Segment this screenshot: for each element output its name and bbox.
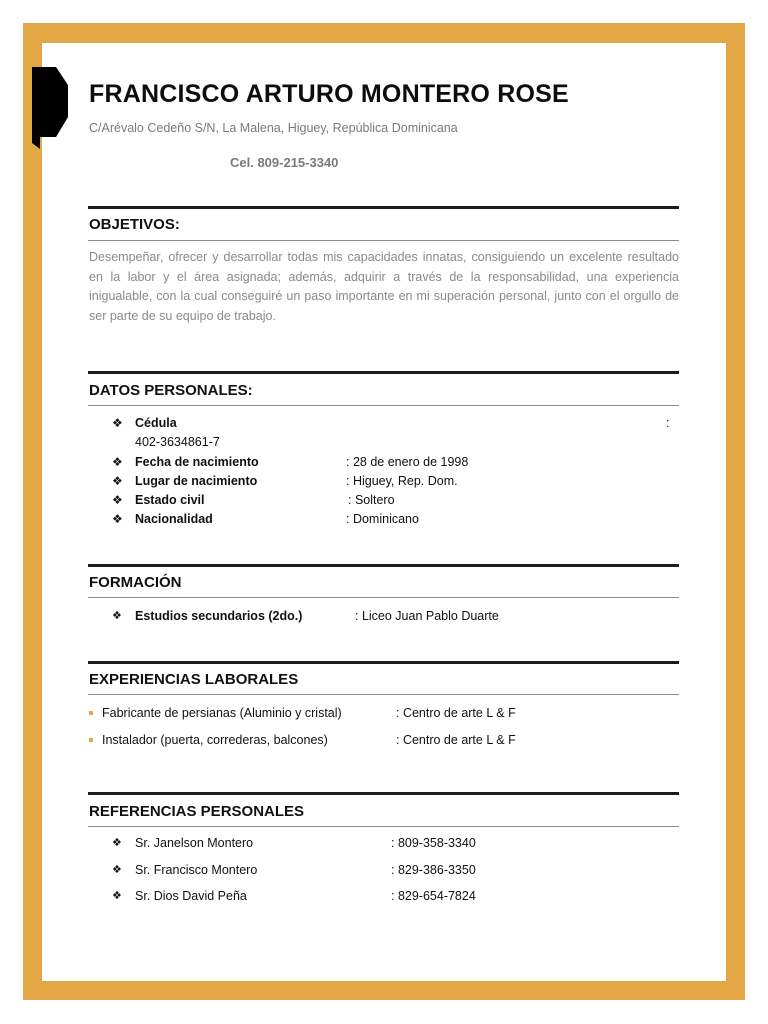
datos-label: Nacionalidad xyxy=(135,512,213,526)
referencia-value: : 829-386-3350 xyxy=(391,863,476,877)
formacion-value: : Liceo Juan Pablo Duarte xyxy=(355,609,499,623)
candidate-phone: Cel. 809-215-3340 xyxy=(230,155,339,170)
section-rule-top xyxy=(88,661,679,664)
datos-separator-cedula: : xyxy=(666,416,670,430)
section-rule-top xyxy=(88,371,679,374)
experiencia-value: : Centro de arte L & F xyxy=(396,706,516,720)
hollow-diamond-bullet-icon: ❖ xyxy=(112,864,122,876)
datos-label: Estado civil xyxy=(135,493,205,507)
referencia-label: Sr. Janelson Montero xyxy=(135,836,254,850)
experiencia-label: Instalador (puerta, correderas, balcones) xyxy=(102,733,328,747)
bookmark-ribbon-icon xyxy=(32,67,68,149)
datos-label-cedula: Cédula xyxy=(135,416,177,430)
formacion-label: Estudios secundarios (2do.) xyxy=(135,609,303,623)
section-rule-bottom xyxy=(88,826,679,827)
square-bullet-icon xyxy=(89,711,93,715)
diamond-bullet-icon: ❖ xyxy=(112,512,123,526)
datos-value: : Soltero xyxy=(348,493,395,507)
diamond-bullet-icon: ❖ xyxy=(112,474,123,488)
referencia-value: : 809-358-3340 xyxy=(391,836,476,850)
section-title-referencias: REFERENCIAS PERSONALES xyxy=(89,803,305,820)
experiencia-label: Fabricante de persianas (Aluminio y cristal) xyxy=(102,706,342,720)
candidate-name: FRANCISCO ARTURO MONTERO ROSE xyxy=(89,80,569,108)
section-title-formacion: FORMACIÓN xyxy=(89,574,182,591)
hollow-diamond-bullet-icon: ❖ xyxy=(112,890,122,902)
square-bullet-icon xyxy=(89,738,93,742)
section-rule-bottom xyxy=(88,405,679,406)
referencia-label: Sr. Francisco Montero xyxy=(135,863,258,877)
referencia-value: : 829-654-7824 xyxy=(391,889,476,903)
section-rule-top xyxy=(88,206,679,209)
section-title-datos: DATOS PERSONALES: xyxy=(89,382,253,399)
datos-label: Fecha de nacimiento xyxy=(135,455,259,469)
section-title-objetivos: OBJETIVOS: xyxy=(89,216,180,233)
section-rule-top xyxy=(88,792,679,795)
diamond-bullet-icon: ❖ xyxy=(112,416,123,430)
datos-value-cedula: 402-3634861-7 xyxy=(135,435,220,449)
hollow-diamond-bullet-icon: ❖ xyxy=(112,837,122,849)
experiencia-value: : Centro de arte L & F xyxy=(396,733,516,747)
section-rule-bottom xyxy=(88,597,679,598)
diamond-bullet-icon: ❖ xyxy=(112,455,123,469)
section-rule-bottom xyxy=(88,240,679,241)
hollow-diamond-bullet-icon: ❖ xyxy=(112,610,122,622)
section-title-experiencias: EXPERIENCIAS LABORALES xyxy=(89,671,299,688)
datos-value: : 28 de enero de 1998 xyxy=(346,455,469,469)
datos-value: : Higuey, Rep. Dom. xyxy=(346,474,458,488)
referencia-label: Sr. Dios David Peña xyxy=(135,889,247,903)
section-rule-top xyxy=(88,564,679,567)
diamond-bullet-icon: ❖ xyxy=(112,493,123,507)
datos-value: : Dominicano xyxy=(346,512,419,526)
candidate-address: C/Arévalo Cedeño S/N, La Malena, Higuey, República Dominicana xyxy=(89,121,458,135)
section-rule-bottom xyxy=(88,694,679,695)
datos-label: Lugar de nacimiento xyxy=(135,474,258,488)
objective-text: Desempeñar, ofrecer y desarrollar todas mis capacidades innatas, consiguiendo un excelente resultado en la labor y el área asignada; además, adquirir a través de la responsabilidad, una experiencia inigualable, con la cual conseguiré un paso importante en mi superación personal, junto con el orgullo de ser parte de su equipo de trabajo. xyxy=(89,250,679,323)
